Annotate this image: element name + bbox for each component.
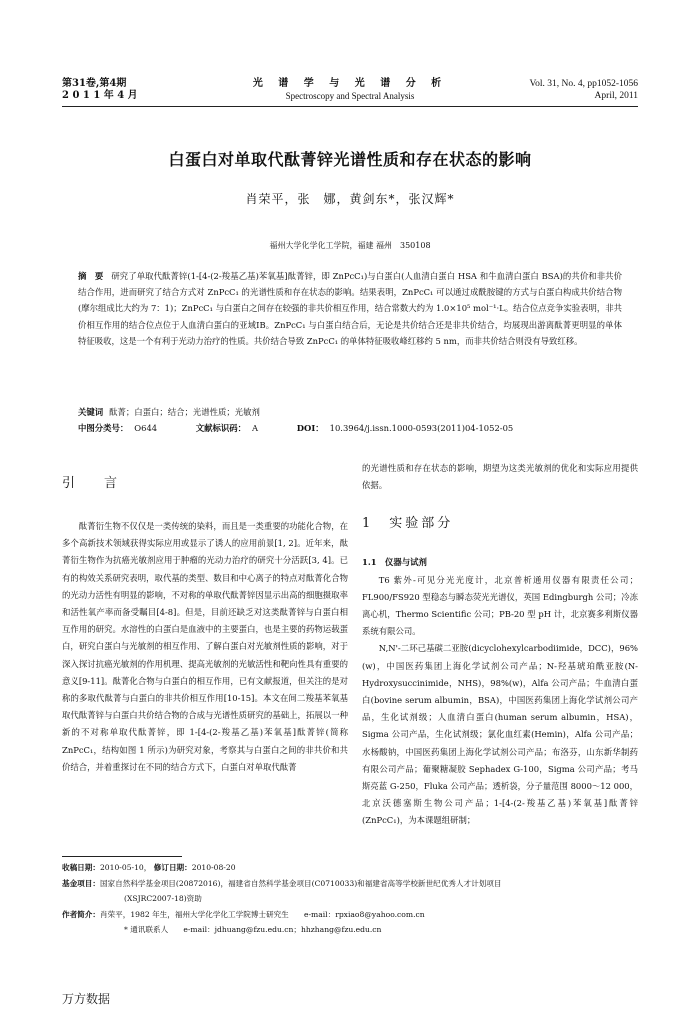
footnotes — [62, 860, 638, 938]
right-column — [362, 460, 638, 830]
author-affiliation: 福州大学化学化工学院，福建 福州 350108 — [269, 241, 431, 250]
doc-code-value: A — [252, 423, 259, 433]
author-info-label: 作者简介： — [62, 909, 100, 919]
running-header — [62, 78, 638, 108]
footnote-divider — [62, 856, 182, 857]
keywords-line — [78, 404, 622, 420]
fund-line-2: (XSJRC2007-18)资助 — [124, 894, 202, 903]
publication-date: 2 0 1 1 年 4 月 — [62, 90, 138, 101]
clc-value: O644 — [134, 423, 158, 433]
revised-label: 修订日期： — [153, 863, 192, 872]
instruments-paragraph: T6 紫外-可见分光光度计，北京普析通用仪器有限责任公司；FL900/FS920 型稳态与瞬态荧光光谱仪，英国 Edingburgh 公司；冷冻离心机，Thermo Scientific 公司；PB-20 型 pH 计，北京赛多利斯仪器系统有限公司。 — [362, 574, 638, 637]
journal-pages-info — [529, 78, 638, 102]
journal-name-cn: 光 谱 学 与 光 谱 分 析 — [252, 78, 448, 89]
classification-line — [78, 420, 622, 436]
paper-authors: 肖荣平，张 娜，黄剑东*，张汉辉* — [245, 192, 455, 206]
watermark: 万方数据 — [62, 992, 111, 1006]
experimental-heading: 1 实验部分 — [362, 516, 454, 532]
dates-line — [62, 860, 638, 876]
intro-paragraph: 酞菁衍生物不仅仅是一类传统的染料，而且是一类重要的功能化合物，在多个高新技术领域获得实际应用或显示了诱人的应用前景[1, 2]。近年来，酞菁衍生物作为抗癌光敏剂应用于肿瘤的光动力治疗的研究十分活跃[3, 4]。已有的构效关系研究表明，取代基的类型、数目和中心离子的特点对酞菁化合物的光动力活性有明显的影响，不对称的单取代酞菁锌因显示出高的细胞摄取率和活性氧产率而备受瞩目[4-8]。但是，目前还缺乏对这类酞菁锌与白蛋白相互作用的研究。水溶性的白蛋白是血液中的主要蛋白，也是主要的药物运载蛋白，研究白蛋白与光敏剂的相互作用、了解白蛋白对光敏剂性质的影响，对于深入探讨抗癌光敏剂的作用机理、提高光敏剂的光敏活性和靶向性具有重要的意义[9-11]。酞菁化合物与白蛋白的相互作用，已有文献报道，但关注的是对称的多取代酞菁与白蛋白的非共价相互作用[10-15]。本文在间二羧基苯氧基取代酞菁锌与白蛋白共价结合物的合成与光谱性质研究的基础上，拓展以一种新的不对称单取代酞菁锌，即 1-[4-(2-羧基乙基)苯氧基]酞菁锌(简称 ZnPcC₁，结构如图 1 所示)为研究对象，考察其与白蛋白之间的非共价和共价结合，并着重探讨在不同的结合方式下，白蛋白对单取代酞菁 — [62, 521, 348, 772]
fund-label: 基金项目： — [62, 878, 100, 888]
doc-code-label: 文献标识码： — [195, 423, 247, 433]
clc-label: 中图分类号： — [78, 423, 129, 433]
volume-pages: Vol. 31, No. 4, pp1052-1056 — [529, 79, 638, 89]
header-divider — [62, 106, 638, 107]
keywords-label: 关键词 — [78, 407, 104, 417]
intro-heading: 引 言 — [62, 476, 126, 491]
intro-continuation: 的光谱性质和存在状态的影响，期望为这类光敏剂的优化和实际应用提供依据。 — [362, 463, 638, 491]
received-label: 收稿日期： — [62, 863, 100, 872]
journal-name-en: Spectroscopy and Spectral Analysis — [285, 91, 415, 101]
keywords-text: 酞菁；白蛋白；结合；光谱性质；光敏剂 — [109, 407, 260, 417]
abstract — [78, 268, 622, 349]
author-info-line — [62, 907, 638, 923]
instruments-heading: 1.1 仪器与试剂 — [362, 557, 427, 568]
doi-label: DOI： — [296, 423, 324, 433]
keywords-block — [78, 404, 622, 436]
author-info-text: 肖荣平，1982 年生，福州大学化学化工学院博士研究生 e-mail：rpxiao8@yahoo.com.cn — [99, 909, 425, 919]
paper-title: 白蛋白对单取代酞菁锌光谱性质和存在状态的影响 — [168, 150, 532, 169]
fund-line — [62, 876, 638, 892]
fund-text: 国家自然科学基金项目(20872016)，福建省自然科学基金项目(C0710033)和福建省高等学校新世纪优秀人才计划项目 — [99, 878, 502, 888]
publication-date-en: April, 2011 — [594, 91, 638, 101]
corresponding-author: * 通讯联系人 e-mail：jdhuang@fzu.edu.cn；hhzhang@fzu.edu.cn — [124, 925, 382, 934]
received-date: 2010-05-10， — [99, 863, 152, 872]
reagents-paragraph: N,N'-二环己基碳二亚胺(dicyclohexylcarbodiimide，DCC)，96%(w)，中国医药集团上海化学试剂公司产品；N-羟基琥珀酰亚胺(N-Hydroxysuccinimide，NHS)，98%(w)，Alfa 公司产品；牛血清白蛋白(bovine serum albumin，BSA)，中国医药集团上海化学试剂公司产品，生化试剂级；人血清白蛋白(human serum albumin，HSA)，Sigma 公司产品，生化试剂级；氯化血红素(Hemin)，Alfa 公司产品；水杨酸钠，中国医药集团上海化学试剂公司产品；布洛芬，山东新华制药有限公司产品；葡聚糖凝胶 Sephadex G-100，Sigma 公司产品；考马斯亮蓝 G-250，Fluka 公司产品；透析袋，分子量范围 8000～12 000，北京沃德塞斯生物公司产品；1-[4-(2-羧基乙基)苯氧基]酞菁锌(ZnPcC₁)，为本课题组研制； — [362, 643, 638, 826]
volume-issue: 第31卷,第4期 — [62, 78, 127, 89]
abstract-text: 研究了单取代酞菁锌(1-[4-(2-羧基乙基)苯氧基]酞菁锌，即 ZnPcC₁)与白蛋白(人血清白蛋白 HSA 和牛血清白蛋白 BSA)的共价和非共价结合作用，进而研究了结合方式对 ZnPcC₁ 的光谱性质和存在状态的影响。结果表明，ZnPcC₁ 可以通过成酰胺键的方式与白蛋白构成共价结合物(摩尔组成比大约为 7：1)；ZnPcC₁ 与白蛋白之间存在较强的非共价相互作用，结合常数大约为 1.0×10⁵ mol⁻¹·L。结合位点竞争实验表明，非共价相互作用的结合位点位于人血清白蛋白的亚域ⅠB。ZnPcC₁ 与白蛋白结合后，无论是共价结合还是非共价结合，均展现出游离酞菁更明显的单体特征吸收，这是一个有利于光动力治疗的性质。共价结合导致 ZnPcC₁ 的单体特征吸收峰红移约 5 nm，而非共价结合则没有导致红移。 — [78, 271, 623, 346]
doi-value: 10.3964/j.issn.1000-0593(2011)04-1052-05 — [329, 423, 514, 433]
left-column — [62, 460, 348, 776]
revised-date: 2010-08-20 — [191, 863, 236, 872]
abstract-label: 摘 要 — [78, 271, 104, 281]
